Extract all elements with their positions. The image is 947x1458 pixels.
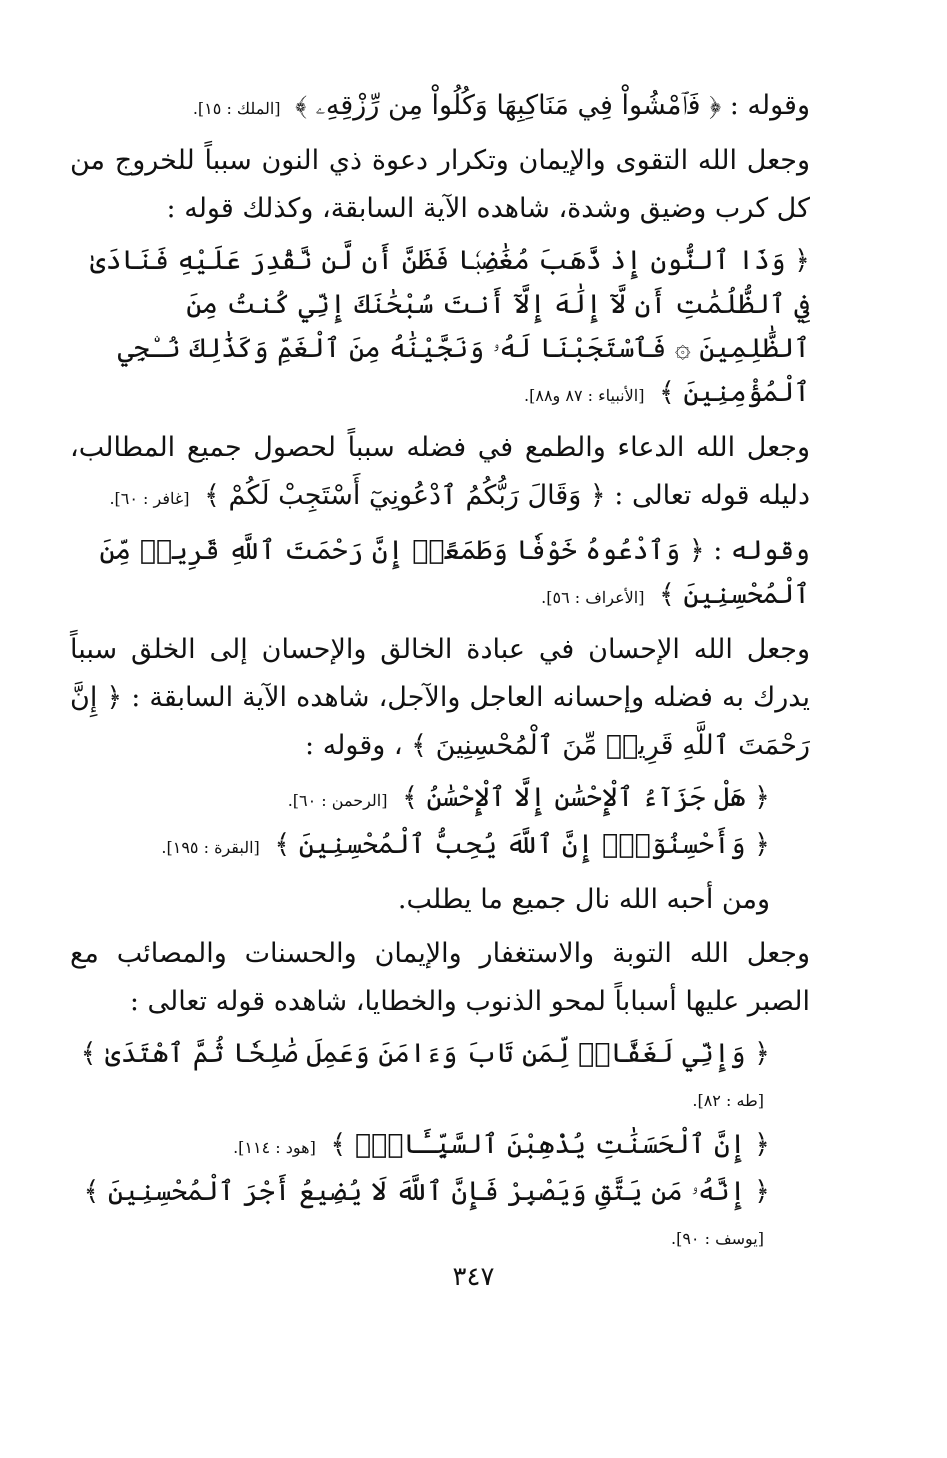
verse-reference: [الملك : ١٥].: [192, 99, 281, 118]
verse-reference: [يوسف : ٩٠].: [670, 1229, 764, 1248]
verse-reference: [غافر : ٦٠].: [109, 489, 190, 508]
paragraph-13: [70, 1170, 810, 1261]
paragraph-10: [70, 930, 810, 1026]
verse-reference: [طه : ٨٢].: [692, 1091, 764, 1110]
page-number: ٣٤٧: [452, 1262, 495, 1292]
paragraph-7: [70, 776, 810, 823]
paragraph-text: وجعل الله التقوى والإيمان وتكرار دعوة ذي النون سبباً للخروج من كل كرب وضيق وشدة، شاهده الآية السابقة، وكذلك قوله :: [70, 145, 810, 224]
paragraph-4: [70, 424, 810, 523]
paragraph-5: [70, 529, 810, 620]
paragraph-12: [70, 1123, 810, 1170]
paragraph-text: ﴿ هَلْ جَزَآءُ ٱلْإِحْسَٰنِ إِلَّا ٱلْإِحْسَٰنُ ﴾: [402, 782, 770, 813]
verse-reference: [الأنبياء : ٨٧ و٨٨].: [524, 386, 645, 405]
paragraph-6: [70, 626, 810, 770]
verse-reference: [هود : ١١٤].: [233, 1138, 316, 1157]
paragraph-text: ﴿ إِنَّهُۥ مَن يَتَّقِ وَيَصْبِرْ فَإِنَّ ٱللَّهَ لَا يُضِيعُ أَجْرَ ٱلْمُحْسِنِينَ ﴾: [83, 1176, 770, 1207]
paragraph-text: وجعل الله الدعاء والطمع في فضله سبباً لحصول جميع المطالب، دليله قوله تعالى : ﴿ وَقَالَ رَبُّكُمُ ٱدْعُونِيٓ أَسْتَجِبْ لَكُمْ ﴾: [70, 432, 810, 511]
verse-reference: [الأعراف : ٥٦].: [541, 588, 645, 607]
verse-reference: [الرحمن : ٦٠].: [287, 791, 388, 810]
paragraph-text: ومن أحبه الله نال جميع ما يطلب.: [397, 884, 770, 915]
paragraph-text: ﴿ وَإِنِّي لَغَفَّارٞ لِّمَن تَابَ وَءَامَنَ وَعَمِلَ صَٰلِحٗا ثُمَّ ٱهْتَدَىٰ ﴾: [80, 1038, 770, 1069]
paragraph-text: وجعل الله الإحسان في عبادة الخالق والإحسان إلى الخلق سبباً يدرك به فضله وإحسانه العاجل والآجل، شاهده الآية السابقة : ﴿ إِنَّ رَحْمَتَ ٱللَّهِ قَرِيبٞ مِّنَ ٱلْمُحْسِنِينَ ﴾ ، وقوله :: [70, 634, 810, 761]
paragraph-text: ﴿ وَأَحْسِنُوٓاْۚ إِنَّ ٱللَّهَ يُحِبُّ ٱلْمُحْسِنِينَ ﴾: [274, 829, 770, 860]
verse-reference: [البقرة : ١٩٥].: [161, 838, 260, 857]
paragraph-8: [70, 823, 810, 870]
page-body: [70, 80, 810, 1261]
paragraph-text: ﴿ وَذَا ٱلنُّونِ إِذ ذَّهَبَ مُغَٰضِبٗا فَظَنَّ أَن لَّن نَّقْدِرَ عَلَيْهِ فَنَادَىٰ فِي ٱلظُّلُمَٰتِ أَن لَّآ إِلَٰهَ إِلَّآ أَنتَ سُبْحَٰنَكَ إِنِّي كُنتُ مِنَ ٱلظَّٰلِمِينَ ۞ فَٱسْتَجَبْنَا لَهُۥ وَنَجَّيْنَٰهُ مِنَ ٱلْغَمِّ وَكَذَٰلِكَ نُـۨجِي ٱلْمُؤْمِنِينَ ﴾: [89, 245, 810, 408]
paragraph-text: وقوله : ﴿ فَٱمْشُواْ فِي مَنَاكِبِهَا وَكُلُواْ مِن رِّزْقِهِۦ ﴾: [295, 90, 810, 121]
paragraph-text: وقوله : ﴿ وَٱدْعُوهُ خَوْفٗا وَطَمَعًاۚ إِنَّ رَحْمَتَ ٱللَّهِ قَرِيبٞ مِّنَ ٱلْمُحْسِنِينَ ﴾: [99, 535, 810, 610]
paragraph-text: ﴿ إِنَّ ٱلْحَسَنَٰتِ يُذْهِبْنَ ٱلسَّيِّـَٔاتِۚ ﴾: [330, 1129, 770, 1160]
paragraph-text: وجعل الله التوبة والاستغفار والإيمان والحسنات والمصائب مع الصبر عليها أسباباً لمحو الذنوب والخطايا، شاهده قوله تعالى :: [70, 938, 810, 1017]
paragraph-9: [70, 876, 810, 924]
paragraph-2: [70, 137, 810, 233]
paragraph-1: [70, 84, 810, 131]
paragraph-3: [70, 239, 810, 418]
paragraph-11: [70, 1032, 810, 1123]
